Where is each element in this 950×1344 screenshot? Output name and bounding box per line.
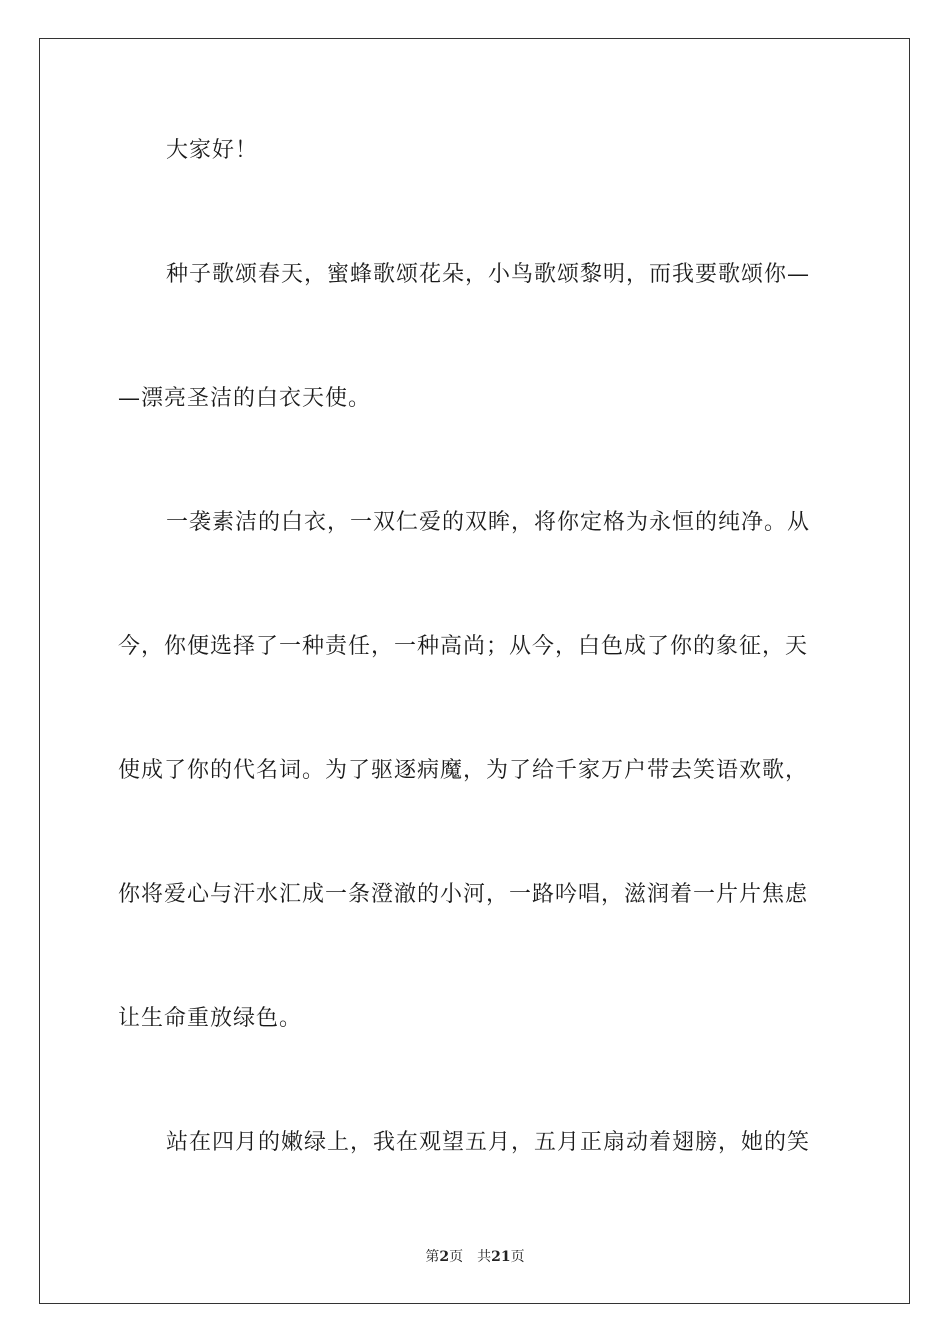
total-suffix: 页 (510, 1249, 525, 1265)
total-prefix: 共 (477, 1249, 492, 1265)
paragraph-line: 你将爱心与汗水汇成一条澄澈的小河，一路吟唱，滋润着一片片焦虑 (118, 882, 809, 907)
page-footer (0, 1248, 950, 1266)
paragraph-line: 一袭素洁的白衣，一双仁爱的双眸，将你定格为永恒的纯净。从 (166, 510, 811, 535)
paragraph-line: 今，你便选择了一种责任，一种高尚；从今，白色成了你的象征，天 (118, 634, 809, 659)
paragraph-line: 站在四月的嫩绿上，我在观望五月，五月正扇动着翅膀，她的笑 (166, 1130, 811, 1155)
paragraph-line: 使成了你的代名词。为了驱逐病魔，为了给千家万户带去笑语欢歌， (118, 758, 809, 783)
page-number: 2 (439, 1249, 450, 1265)
paragraph-greeting: 大家好！ (166, 138, 259, 163)
page-prefix: 第 (425, 1249, 440, 1265)
paragraph-line: 让生命重放绿色。 (118, 1006, 303, 1031)
total-pages: 21 (491, 1249, 511, 1265)
page-border (39, 38, 910, 1304)
paragraph-line: 种子歌颂春天，蜜蜂歌颂花朵，小鸟歌颂黎明，而我要歌颂你— (166, 262, 811, 287)
page-suffix: 页 (449, 1249, 464, 1265)
paragraph-line: —漂亮圣洁的白衣天使。 (118, 386, 372, 411)
